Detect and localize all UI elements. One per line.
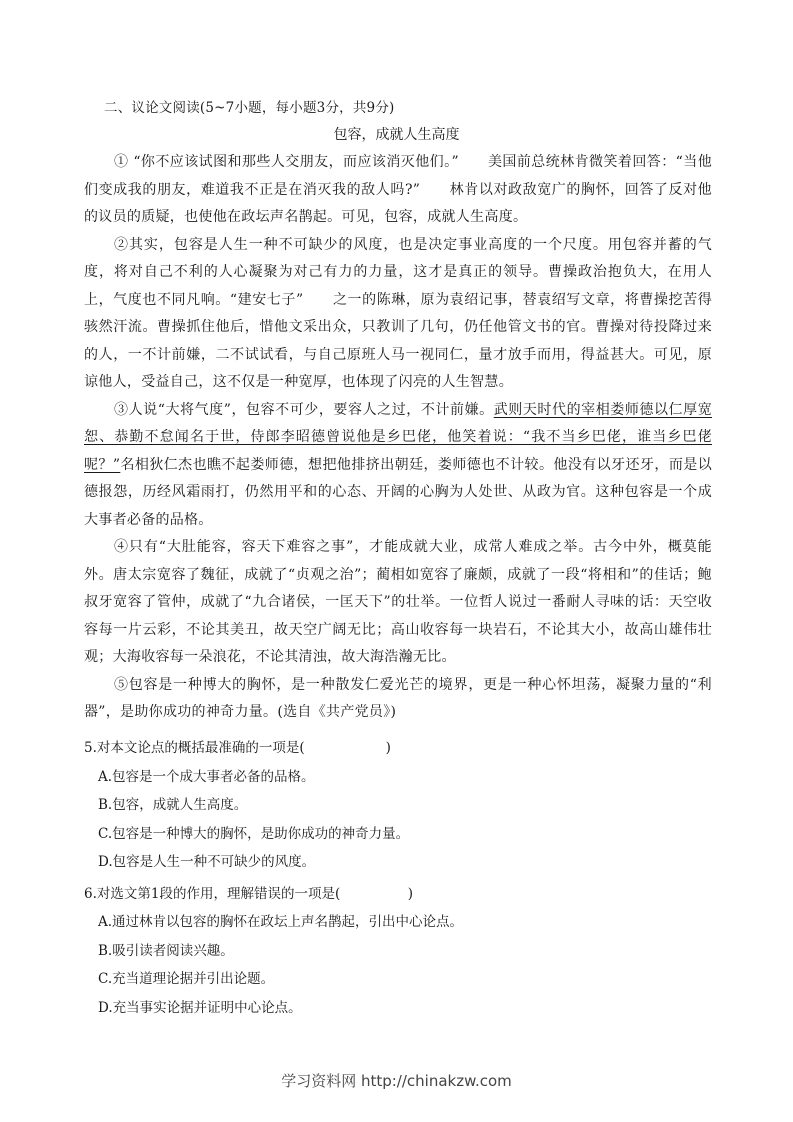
option-c: C.充当道理论据并引出论题。 [98, 971, 275, 987]
questions-section [84, 734, 724, 1025]
paragraph-text: ②其实，包容是人生一种不可缺少的风度，也是决定事业高度的一个尺度。用包容并蓄的气度，将对自己不利的人心凝聚为对己有力的力量，这才是真正的领导。曹操政治抱负大，在用人上，气度也不同凡响。“建安七子” 之一的陈琳，原为袁绍记事，替袁绍写文章，将曹操挖苦得骇然汗流。曹操抓住他后，惜他文采出众，只教训了几句，仍任他管文书的官。曹操对待投降过来的人，一不计前嫌，二不试试看，与自己原班人马一视同仁，量才放手而用，得益甚大。可见，原谅他人，受益自己，这不仅是一种宽厚，也体现了闪亮的人生智慧。 [84, 236, 712, 390]
option-d: D.充当事实论据并证明中心论点。 [98, 999, 302, 1016]
paragraph-3 [84, 397, 712, 535]
paragraph-text: ④只有“大肚能容，容天下难容之事”，才能成就大业，成常人难成之举。古今中外，概莫能外。唐太宗宽容了魏征，成就了“贞观之治”；蔺相如宽容了廉颇，成就了一段“将相和”的佳话；鲍叔牙宽容了管仲，成就了“九合诸侯，一匡天下”的壮举。一位哲人说过一番耐人寻味的话：天空收容每一片云彩，不论其美丑，故天空广阔无比；高山收容每一块岩石，不论其大小，故高山雄伟壮观；大海收容每一朵浪花，不论其清浊，故大海浩瀚无比。 [84, 539, 712, 665]
paragraph-text: ① “你不应该试图和那些人交朋友，而应该消灭他们。” 美国前总统林肯微笑着回答：“当他们变成我的朋友，难道我不正是在消灭我的敌人吗?” 林肯以对政敌宽广的胸怀，回答了反对他的议员的质疑，也使他在政坛声名鹊起。可见，包容，成就人生高度。 [84, 154, 712, 225]
question-stem: 6.对选文第1段的作用，理解错误的一项是( ) [84, 885, 414, 902]
paragraph-1 [84, 149, 712, 232]
option-a: A.通过林肯以包容的胸怀在政坛上声名鹊起，引出中心论点。 [98, 914, 464, 930]
paragraph-2 [84, 232, 712, 397]
article-body [84, 149, 712, 727]
paragraph-text: 名相狄仁杰也瞧不起娄师德，想把他排挤出朝廷，娄师德也不计较。他没有以牙还牙，而是以德报怨，历经风霜雨打，仍然用平和的心态、开阔的心胸为人处世、从政为官。这种包容是一个成大事者必备的品格。 [84, 456, 712, 528]
option-b: B.包容，成就人生高度。 [98, 797, 248, 813]
paragraph-text: ⑤包容是一种博大的胸怀，是一种散发仁爱光芒的境界，更是一种心怀坦荡，凝聚力量的“利器”，是助你成功的神奇力量。(选自《共产党员》) [84, 676, 712, 720]
question-6 [84, 880, 724, 1023]
question-5 [84, 734, 724, 877]
option-c: C.包容是一种博大的胸怀，是助你成功的神奇力量。 [98, 825, 410, 842]
underlined-passage: 武则天时代的宰相娄师德以仁厚宽恕、恭勤不怠闻名于世，侍郎李昭德曾说他是乡巴佬，他笑着说：“我不当乡巴佬，谁当乡巴佬呢？” [84, 401, 713, 473]
paragraph-5 [84, 672, 712, 727]
article-title: 包容，成就人生高度 [333, 127, 460, 143]
option-d: D.包容是人生一种不可缺少的风度。 [98, 854, 316, 870]
option-a: A.包容是一个成大事者必备的品格。 [98, 768, 315, 785]
question-stem: 5.对本文论点的概括最准确的一项是( ) [84, 740, 391, 756]
section-heading: 二、议论文阅读(5~7小题，每小题3分，共9分) [104, 100, 395, 116]
paragraph-4 [84, 534, 712, 672]
option-b: B.吸引读者阅读兴趣。 [98, 942, 234, 959]
footer-watermark[interactable]: 学习资料网 http://chinakzw.com [281, 1072, 512, 1090]
paragraph-text: ③人说“大将气度”，包容不可少，要容人之过，不计前嫌。 [114, 401, 494, 418]
